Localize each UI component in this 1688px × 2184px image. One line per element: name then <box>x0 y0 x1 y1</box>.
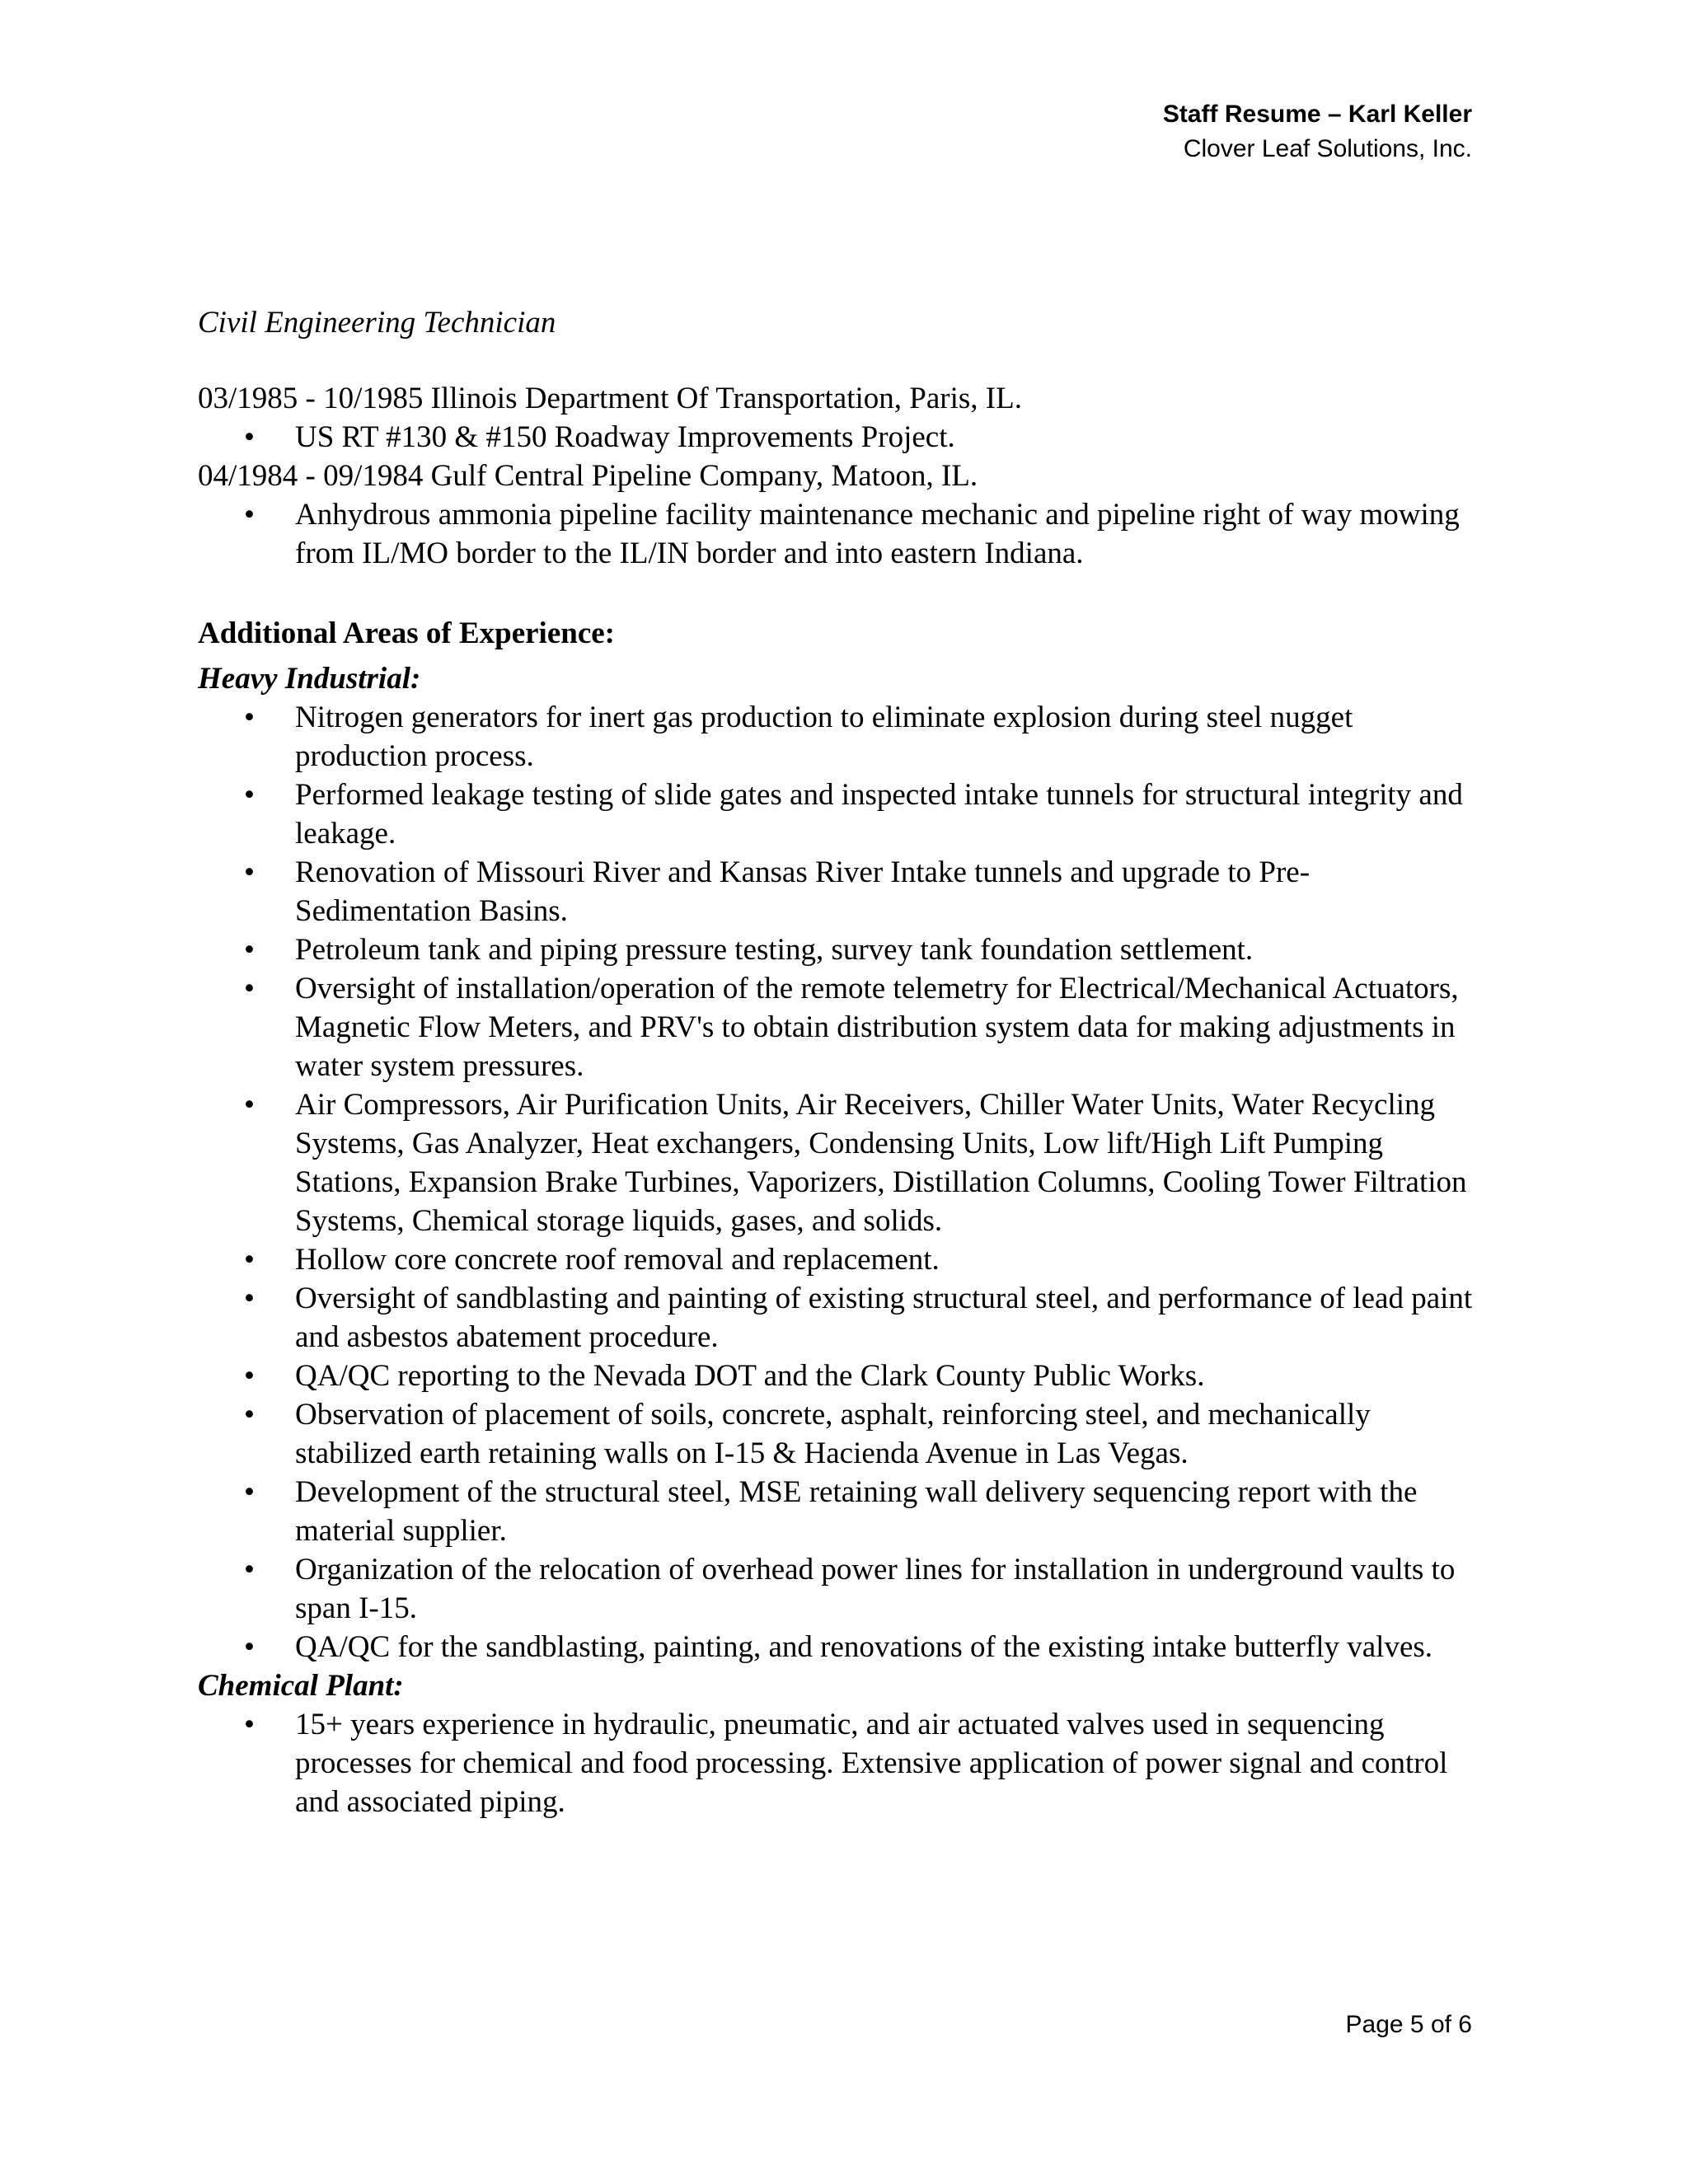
resume-content <box>198 303 1484 1821</box>
bullet-icon: • <box>244 1282 255 1315</box>
bullet-icon: • <box>244 933 255 967</box>
list-item: • QA/QC for the sandblasting, painting, and renovations of the existing intake butterfly valves. <box>295 1628 1484 1666</box>
role-title: Civil Engineering Technician <box>198 306 556 340</box>
company-name: Clover Leaf Solutions, Inc. <box>1183 135 1472 162</box>
list-item: • 15+ years experience in hydraulic, pneumatic, and air actuated valves used in sequencing processes for chemical and food processing. Extensive application of power signal and control and associated piping. <box>295 1705 1484 1821</box>
list-item: • Nitrogen generators for inert gas production to eliminate explosion during steel nugget production process. <box>295 698 1484 776</box>
chemical-plant-heading: Chemical Plant: <box>198 1669 404 1703</box>
job-entry-gulf-central: 04/1984 - 09/1984 Gulf Central Pipeline Company, Matoon, IL. <box>198 459 978 493</box>
list-item: • Oversight of installation/operation of the remote telemetry for Electrical/Mechanical Actuators, Magnetic Flow Meters, and PRV's to obtain distribution system data for making adjustments in water system pressures. <box>295 969 1484 1085</box>
heavy-industrial-list <box>198 698 1484 1666</box>
chemical-plant-list <box>198 1705 1484 1821</box>
bullet-icon: • <box>244 1475 255 1509</box>
job-entry-idot: 03/1985 - 10/1985 Illinois Department Of Transportation, Paris, IL. <box>198 382 1022 415</box>
bullet-icon: • <box>244 1088 255 1122</box>
page-header <box>1163 97 1472 166</box>
list-item: • QA/QC reporting to the Nevada DOT and the Clark County Public Works. <box>295 1357 1484 1395</box>
list-item: • Organization of the relocation of overhead power lines for installation in underground vaults to span I-15. <box>295 1550 1484 1628</box>
bullet-icon: • <box>244 1708 255 1741</box>
list-item: • Anhydrous ammonia pipeline facility maintenance mechanic and pipeline right of way mowing from IL/MO border to the IL/IN border and into eastern Indiana. <box>295 495 1484 573</box>
job-bullets-idot <box>198 418 1484 457</box>
list-item: • Air Compressors, Air Purification Units, Air Receivers, Chiller Water Units, Water Recycling Systems, Gas Analyzer, Heat exchangers, Condensing Units, Low lift/High Lift Pumping Stations, Expansion Brake Turbines, Vaporizers, Distillation Columns, Cooling Tower Filtration Systems, Chemical storage liquids, gases, and solids. <box>295 1085 1484 1240</box>
list-item: • Observation of placement of soils, concrete, asphalt, reinforcing steel, and mechanically stabilized earth retaining walls on I-15 & Hacienda Avenue in Las Vegas. <box>295 1395 1484 1473</box>
bullet-icon: • <box>244 1398 255 1432</box>
bullet-icon: • <box>244 1553 255 1586</box>
bullet-icon: • <box>244 701 255 734</box>
list-item: • Hollow core concrete roof removal and replacement. <box>295 1240 1484 1279</box>
page-number: Page 5 of 6 <box>1345 2011 1472 2038</box>
resume-title: Staff Resume – Karl Keller <box>1162 101 1472 128</box>
list-item: • Development of the structural steel, MSE retaining wall delivery sequencing report with the material supplier. <box>295 1473 1484 1550</box>
list-item: • Petroleum tank and piping pressure testing, survey tank foundation settlement. <box>295 930 1484 969</box>
bullet-icon: • <box>244 1630 255 1664</box>
list-item: • Performed leakage testing of slide gates and inspected intake tunnels for structural integrity and leakage. <box>295 776 1484 853</box>
bullet-icon: • <box>244 972 255 1005</box>
bullet-icon: • <box>244 855 255 889</box>
bullet-icon: • <box>244 1359 255 1393</box>
list-item: • US RT #130 & #150 Roadway Improvements Project. <box>295 418 1484 457</box>
bullet-icon: • <box>244 1243 255 1277</box>
bullet-icon: • <box>244 778 255 812</box>
list-item: • Renovation of Missouri River and Kansas River Intake tunnels and upgrade to Pre-Sedimentation Basins. <box>295 853 1484 930</box>
additional-experience-heading: Additional Areas of Experience: <box>198 616 615 650</box>
list-item: • Oversight of sandblasting and painting of existing structural steel, and performance of lead paint and asbestos abatement procedure. <box>295 1279 1484 1357</box>
bullet-icon: • <box>244 498 255 532</box>
bullet-icon: • <box>244 420 255 454</box>
heavy-industrial-heading: Heavy Industrial: <box>198 662 421 696</box>
job-bullets-gulf-central <box>198 495 1484 573</box>
